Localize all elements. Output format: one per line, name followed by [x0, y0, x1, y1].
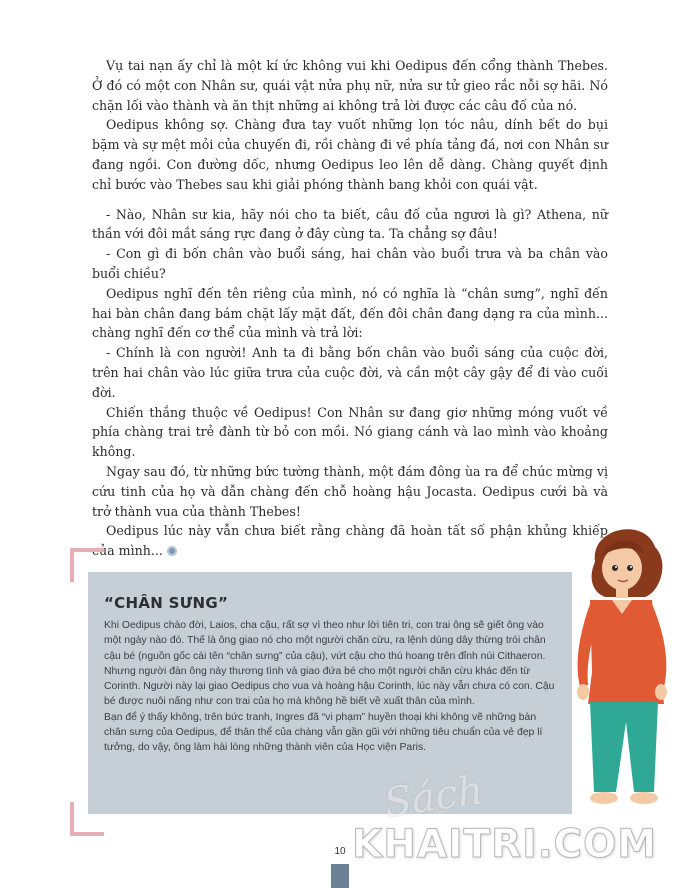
- info-box-paragraph: Bạn để ý thấy không, trên bức tranh, Ingres đã “vi phạm” huyền thoại khi không vẽ những bàn chân sưng của Oedipus, để thân thể của chàng vẫn gần gũi với những tiêu chuẩn của vẻ đẹp lí tưởng, do vậy, ông làm hài lòng những thành viên của Học viện Paris.: [104, 711, 543, 754]
- info-box-paragraph: Khi Oedipus chào đời, Laios, cha cậu, rất sợ vì theo như lời tiên tri, con trai ông sẽ giết ông vào một ngày nào đó. Thế là ông giao nó cho một người chăn cừu, ra lệnh dùng dây thừng trói chân cậu bé (nguồn gốc cái tên “chân sưng” của cậu), vứt cậu cho thú hoang trên đỉnh núi Cithaeron. Nhưng người đàn ông này thương tình và giao đứa bé cho một người chăn cừu khác đến từ Corinth. Người này lại giao Oedipus cho vua và hoàng hậu Corinth, lúc này vẫn chưa có con. Cậu bé được nuôi nấng như con trai của họ mà không hề biết về xuất thân của mình.: [104, 620, 555, 708]
- info-box-title: “CHÂN SƯNG”: [104, 594, 229, 612]
- story-paragraph: - Nào, Nhân sư kia, hãy nói cho ta biết, câu đố của ngươi là gì? Athena, nữ thần với đôi mắt sáng rực đang ở đây cùng ta. Ta chẳng sợ đâu!: [92, 206, 608, 242]
- story-paragraph: Vụ tai nạn ấy chỉ là một kí ức không vui khi Oedipus đến cổng thành Thebes. Ở đó có một con Nhân sư, quái vật nửa phụ nữ, nửa sư tử gieo rắc nỗi sợ hãi. Nó chặn lối vào thành và ăn thịt những ai không trả lời được các câu đố của nó.: [92, 58, 608, 113]
- story-paragraph: Ngay sau đó, từ những bức tường thành, một đám đông ùa ra để chúc mừng vị cứu tinh của họ và dẫn chàng đến chỗ hoàng hậu Jocasta. Oedipus cưới bà và trở thành vua của thành Thebes!: [92, 463, 608, 519]
- story-paragraph: Oedipus nghĩ đến tên riêng của mình, nó có nghĩa là “chân sưng”, nghĩ đến hai bàn chân đang bám chặt lấy mặt đất, đến đôi chân đang dạng ra của mình... chàng nghĩ đến cơ thể của mình và trả lời:: [92, 285, 608, 341]
- story-paragraph: Oedipus không sợ. Chàng đưa tay vuốt những lọn tóc nâu, dính bết do bụi bặm và sự mệt mỏi của chuyến đi, rồi chàng đi về phía tảng đá, nơi con Nhân sư đang ngồi. Con đường dốc, nhưng Oedipus leo lên dễ dàng. Chàng quyết định chỉ bước vào Thebes sau khi giải phóng thành bang khỏi con quái vật.: [92, 117, 608, 192]
- watermark: [352, 767, 692, 882]
- story-paragraph-text: Oedipus lúc này vẫn chưa biết rằng chàng đã hoàn tất số phận khủng khiếp của mình...: [92, 523, 608, 559]
- story-paragraph: - Chính là con người! Anh ta đi bằng bốn chân vào buổi sáng của cuộc đời, trên hai chân vào lúc giữa trưa của cuộc đời, và cần một cây gậy để đi vào cuối đời.: [92, 345, 608, 400]
- page-tab: [331, 864, 349, 888]
- page-number: 10: [334, 846, 346, 857]
- story-paragraph-last: [92, 521, 608, 561]
- info-box-text: [104, 618, 560, 756]
- story-paragraph: Chiến thắng thuộc về Oedipus! Con Nhân sư đang giơ những móng vuốt về phía chàng trai trẻ đành từ bỏ con mồi. Nó giang cánh và lao mình vào khoảng không.: [92, 404, 608, 460]
- story-paragraph: - Con gì đi bốn chân vào buổi sáng, hai chân vào buổi trưa và ba chân vào buổi chiều?: [92, 246, 608, 281]
- watermark-script: Sách: [381, 767, 487, 827]
- watermark-text: KHAITRI.COM: [352, 822, 658, 867]
- end-ornament-icon: [167, 546, 177, 556]
- story-text: [92, 56, 608, 561]
